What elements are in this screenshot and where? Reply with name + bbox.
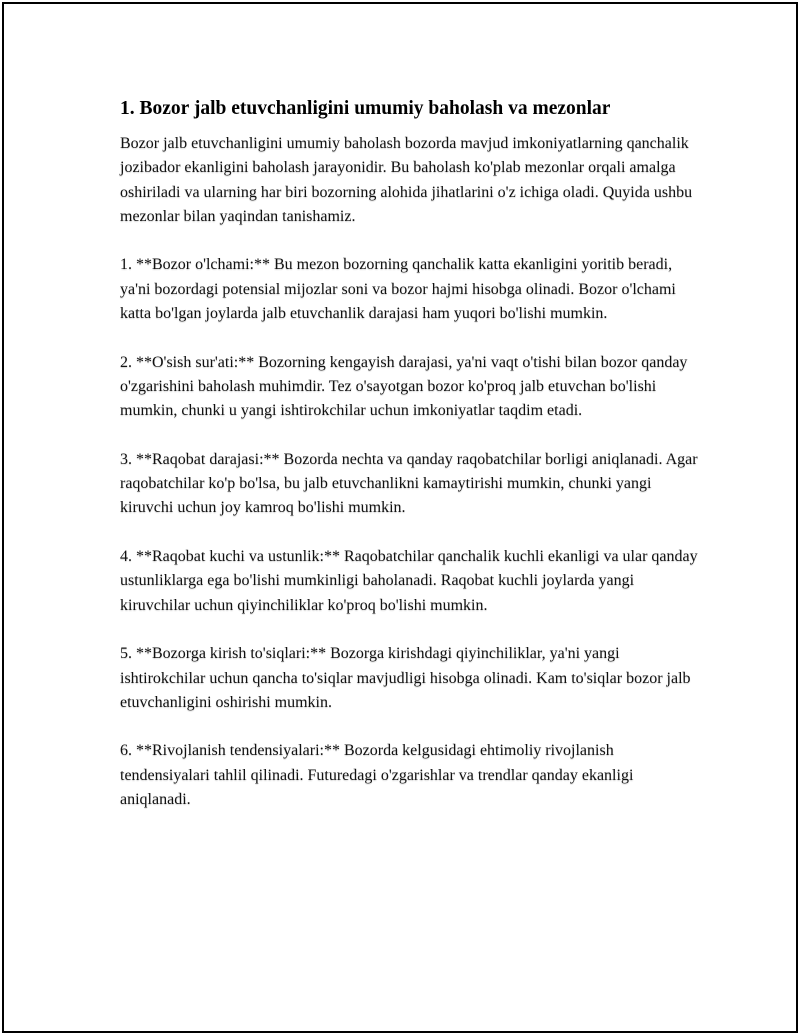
criterion-paragraph-3: 3. **Raqobat darajasi:** Bozorda nechta va qanday raqobatchilar borligi aniqlanadi. Agar raqobatchilar ko'p bo'lsa, bu jalb etuvchanlikni kamaytirishi mumkin, chunki yangi kiruvchi uchun joy kamroq bo'lishi mumkin.: [120, 450, 698, 517]
document-title: 1. Bozor jalb etuvchanligini umumiy baholash va mezonlar: [120, 98, 611, 119]
intro-paragraph: Bozor jalb etuvchanligini umumiy baholash bozorda mavjud imkoniyatlarning qanchalik jozibador ekanligini baholash jarayonidir. Bu baholash ko'plab mezonlar orqali amalga oshiriladi va ularning har biri bozorning alohida jihatlarini o'z ichiga oladi. Quyida ushbu mezonlar bilan yaqindan tanishamiz.: [120, 135, 693, 225]
document-page: [2, 2, 798, 1033]
document-content: [120, 94, 700, 812]
criterion-paragraph-2: 2. **O'sish sur'ati:** Bozorning kengayish darajasi, ya'ni vaqt o'tishi bilan bozor qanday o'zgarishini baholash muhimdir. Tez o'sayotgan bozor ko'proq jalb etuvchan bo'lishi mumkin, chunki u yangi ishtirokchilar uchun imkoniyatlar taqdim etadi.: [120, 353, 688, 420]
criterion-paragraph-4: 4. **Raqobat kuchi va ustunlik:** Raqobatchilar qanchalik kuchli ekanligi va ular qanday ustunliklarga ega bo'lishi mumkinligi baholanadi. Raqobat kuchli joylarda yangi kiruvchilar uchun qiyinchiliklar ko'proq bo'lishi mumkin.: [120, 548, 698, 614]
criterion-paragraph-5: 5. **Bozorga kirish to'siqlari:** Bozorga kirishdagi qiyinchiliklar, ya'ni yangi ishtirokchilar uchun qancha to'siqlar mavjudligi hisobga olinadi. Kam to'siqlar bozor jalb etuvchanligini oshirishi mumkin.: [120, 645, 691, 711]
criterion-paragraph-6: 6. **Rivojlanish tendensiyalari:** Bozorda kelgusidagi ehtimoliy rivojlanish tendensiyalari tahlil qilinadi. Futuredagi o'zgarishlar va trendlar qanday ekanligi aniqlanadi.: [120, 742, 634, 809]
criterion-paragraph-1: 1. **Bozor o'lchami:** Bu mezon bozorning qanchalik katta ekanligini yoritib beradi, ya'ni bozordagi potensial mijozlar soni va bozor hajmi hisobga olinadi. Bozor o'lchami katta bo'lgan joylarda jalb etuvchanlik darajasi ham yuqori bo'lishi mumkin.: [120, 256, 676, 323]
